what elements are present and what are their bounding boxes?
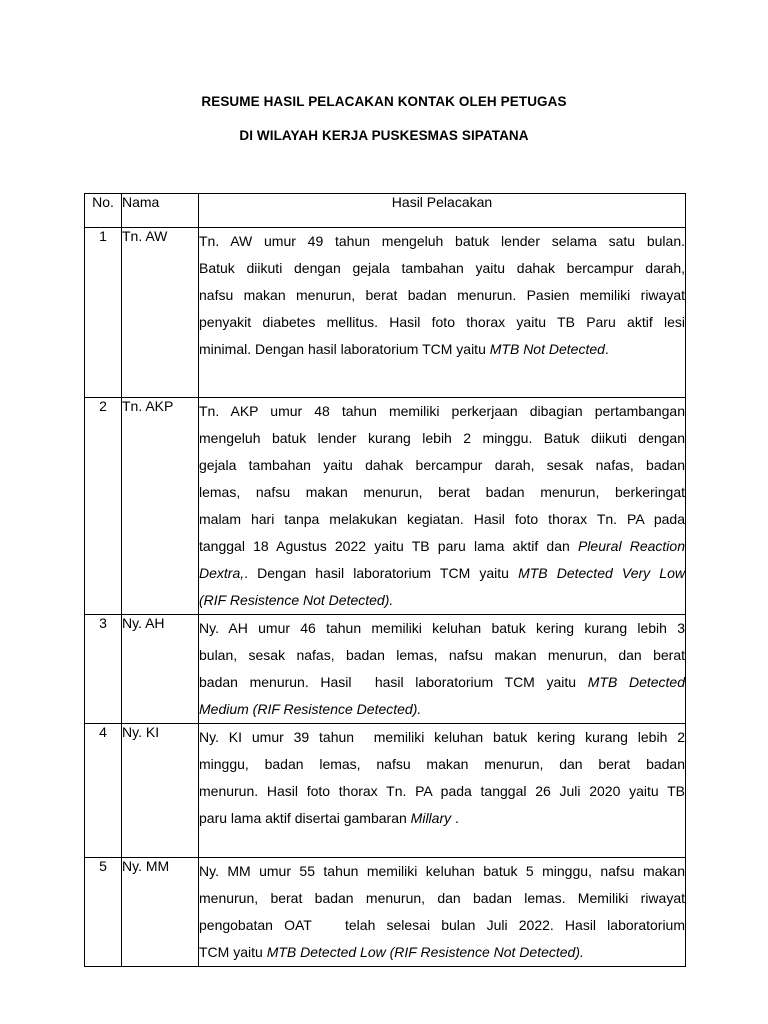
- row-nama: Ny. AH: [122, 615, 199, 724]
- hasil-text-line: [199, 669, 685, 696]
- hasil-text-line: [199, 885, 685, 912]
- hasil-text-line: [199, 255, 685, 282]
- hasil-text-line: [199, 560, 685, 587]
- text-segment: .: [604, 341, 609, 357]
- row-nama: Ny. MM: [122, 858, 199, 967]
- text-segment: Batuk diikuti dengan gejala tambahan yaitu dahak bercampur darah,: [199, 260, 685, 276]
- text-segment: tanggal 18 Agustus 2022 yaitu TB paru lama aktif dan: [199, 538, 578, 554]
- contact-tracing-table: [84, 193, 686, 967]
- text-segment: Ny. KI umur 39 tahun memiliki keluhan batuk kering kurang lebih 2: [199, 729, 685, 745]
- header-hasil-pelacakan: Hasil Pelacakan: [199, 194, 686, 228]
- hasil-text-line: [199, 615, 685, 642]
- text-segment: mengeluh batuk lender kurang lebih 2 minggu. Batuk diikuti dengan: [199, 430, 685, 446]
- row-hasil-pelacakan: [199, 858, 686, 967]
- table-row: [85, 228, 686, 398]
- header-no: No.: [85, 194, 122, 228]
- text-segment: minimal. Dengan hasil laboratorium TCM yaitu: [199, 341, 490, 357]
- table-header-row: [85, 194, 686, 228]
- hasil-text-line: [199, 425, 685, 452]
- hasil-text-line: [199, 533, 685, 560]
- italic-text-segment: MTB Not Detected: [489, 341, 605, 357]
- table-row: [85, 858, 686, 967]
- italic-text-segment: MTB Detected Very Low: [518, 565, 685, 581]
- hasil-text-line: [199, 751, 685, 778]
- text-segment: gejala tambahan yaitu dahak bercampur darah, sesak nafas, badan: [199, 457, 685, 473]
- row-nama: Tn. AKP: [122, 398, 199, 615]
- hasil-text-line: [199, 587, 685, 614]
- italic-text-segment: Medium (RIF Resistence Detected).: [199, 701, 422, 717]
- text-segment: TCM yaitu: [199, 944, 267, 960]
- row-number: 4: [85, 724, 122, 858]
- text-segment: minggu, badan lemas, nafsu makan menurun, dan berat badan: [199, 756, 685, 772]
- row-hasil-pelacakan: [199, 724, 686, 858]
- text-segment: menurun, berat badan menurun, dan badan lemas. Memiliki riwayat: [199, 890, 685, 906]
- italic-text-segment: MTB Detected: [587, 674, 685, 690]
- hasil-text-line: [199, 336, 685, 363]
- text-segment: paru lama aktif disertai gambaran: [199, 810, 411, 826]
- text-segment: penyakit diabetes mellitus. Hasil foto thorax yaitu TB Paru aktif lesi: [199, 314, 685, 330]
- row-hasil-pelacakan: [199, 398, 686, 615]
- row-hasil-pelacakan: [199, 228, 686, 398]
- hasil-text-line: [199, 696, 685, 723]
- header-nama: Nama: [122, 194, 199, 228]
- hasil-text-line: [199, 724, 685, 751]
- hasil-text-line: [199, 309, 685, 336]
- text-segment: malam hari tanpa melakukan kegiatan. Hasil foto thorax Tn. PA pada: [199, 511, 685, 527]
- text-segment: Ny. AH umur 46 tahun memiliki keluhan batuk kering kurang lebih 3: [199, 620, 685, 636]
- text-segment: . Dengan hasil laboratorium TCM yaitu: [244, 565, 519, 581]
- row-number: 3: [85, 615, 122, 724]
- hasil-text-line: [199, 452, 685, 479]
- hasil-text-line: [199, 282, 685, 309]
- text-segment: Tn. AW umur 49 tahun mengeluh batuk lender selama satu bulan.: [199, 233, 685, 249]
- table-row: [85, 724, 686, 858]
- row-nama: Ny. KI: [122, 724, 199, 858]
- hasil-text-line: [199, 642, 685, 669]
- text-segment: Ny. MM umur 55 tahun memiliki keluhan batuk 5 minggu, nafsu makan: [199, 863, 685, 879]
- text-segment: menurun. Hasil foto thorax Tn. PA pada tanggal 26 Juli 2020 yaitu TB: [199, 783, 685, 799]
- row-hasil-pelacakan: [199, 615, 686, 724]
- italic-text-segment: Dextra,: [199, 565, 245, 581]
- document-title-line1: RESUME HASIL PELACAKAN KONTAK OLEH PETUGAS: [201, 94, 567, 109]
- italic-text-segment: (RIF Resistence Not Detected).: [199, 592, 394, 608]
- text-segment: lemas, nafsu makan menurun, berat badan menurun, berkeringat: [199, 484, 685, 500]
- text-segment: bulan, sesak nafas, badan lemas, nafsu makan menurun, dan berat: [199, 647, 685, 663]
- hasil-text-line: [199, 939, 685, 966]
- italic-text-segment: Millary: [410, 810, 452, 826]
- row-nama: Tn. AW: [122, 228, 199, 398]
- hasil-text-line: [199, 778, 685, 805]
- text-segment: nafsu makan menurun, berat badan menurun. Pasien memiliki riwayat: [199, 287, 685, 303]
- text-segment: badan menurun. Hasil hasil laboratorium TCM yaitu: [199, 674, 588, 690]
- row-number: 2: [85, 398, 122, 615]
- text-segment: Tn. AKP umur 48 tahun memiliki perkerjaan dibagian pertambangan: [199, 403, 685, 419]
- hasil-text-line: [199, 858, 685, 885]
- italic-text-segment: MTB Detected Low (RIF Resistence Not Detected).: [266, 944, 584, 960]
- hasil-text-line: [199, 398, 685, 425]
- hasil-text-line: [199, 805, 685, 832]
- row-number: 1: [85, 228, 122, 398]
- text-segment: .: [451, 810, 459, 826]
- hasil-text-line: [199, 506, 685, 533]
- hasil-text-line: [199, 912, 685, 939]
- table-row: [85, 398, 686, 615]
- document-title-line2: DI WILAYAH KERJA PUSKESMAS SIPATANA: [239, 128, 529, 143]
- italic-text-segment: Pleural Reaction: [577, 538, 685, 554]
- table-row: [85, 615, 686, 724]
- hasil-text-line: [199, 228, 685, 255]
- text-segment: pengobatan OAT telah selesai bulan Juli 2022. Hasil laboratorium: [199, 917, 685, 933]
- hasil-text-line: [199, 479, 685, 506]
- row-number: 5: [85, 858, 122, 967]
